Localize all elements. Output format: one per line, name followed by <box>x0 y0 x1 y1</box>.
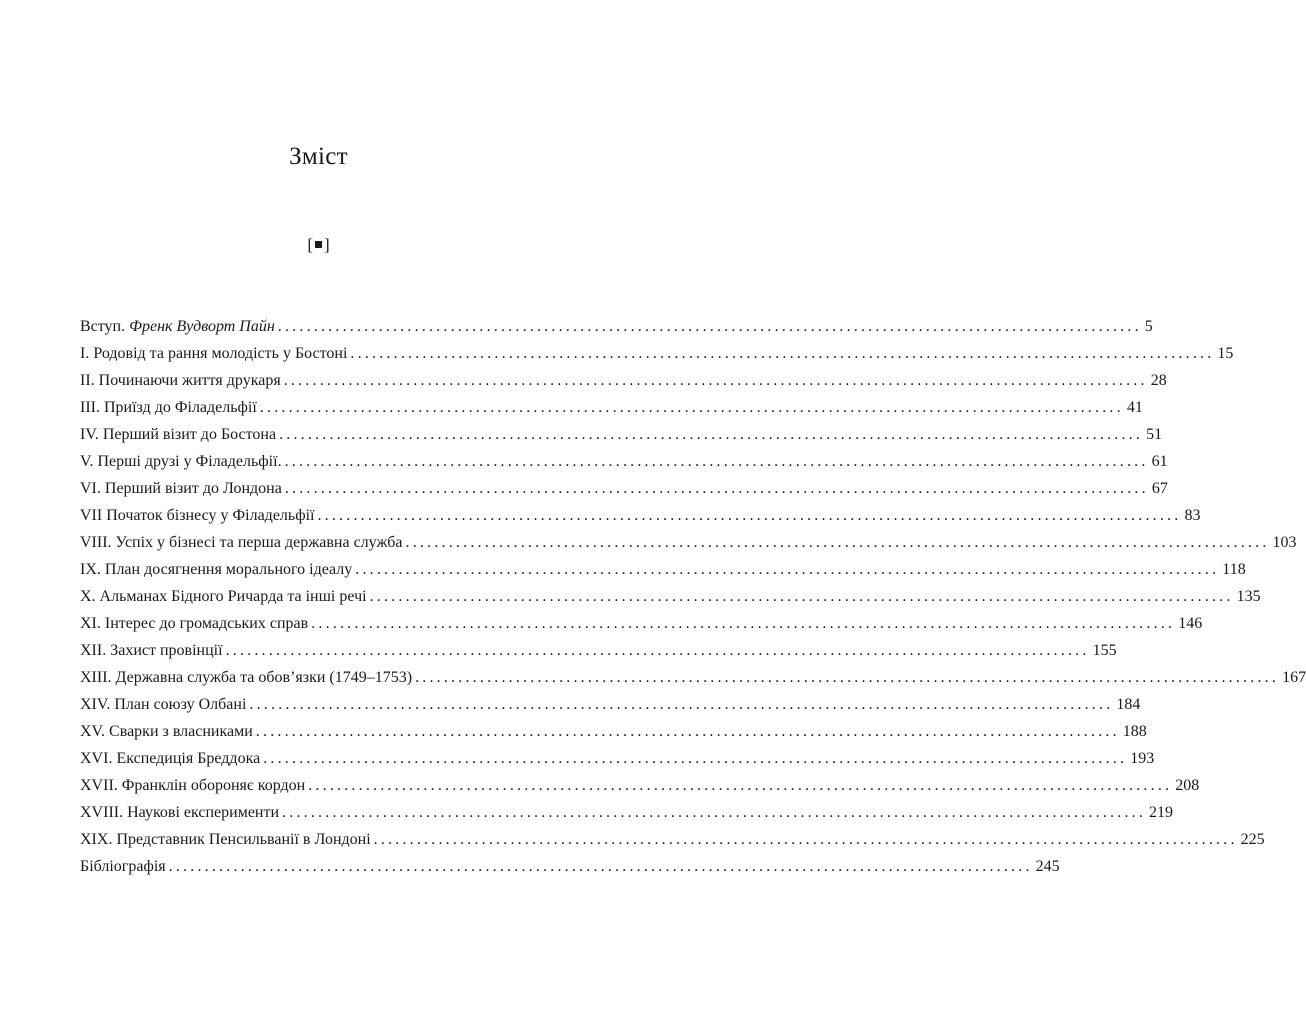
toc-entry-page: 83 <box>1184 507 1201 524</box>
toc-entry-prefix: Вступ. <box>80 318 126 335</box>
toc-entry <box>80 745 1155 772</box>
toc-entry-page: 5 <box>1144 318 1153 335</box>
toc-entry-label: XII. Захист провінції <box>80 642 223 659</box>
ornament-right-bracket: ] <box>324 235 330 254</box>
toc-entry-author: Френк Вудворт Пайн <box>129 318 275 335</box>
toc-entry-page: 67 <box>1151 480 1168 497</box>
dot-leader: ........................................................................................................................ <box>308 777 1173 794</box>
toc-entry-page: 208 <box>1175 777 1200 794</box>
toc-entry-label: I. Родовід та рання молодість у Бостоні <box>80 345 348 362</box>
toc-entry <box>80 637 1117 664</box>
dot-leader: ........................................................................................................................ <box>284 453 1149 470</box>
dot-leader: ........................................................................................................................ <box>277 318 1142 335</box>
toc-entry-label: X. Альманах Бідного Ричарда та інші речі <box>80 588 367 605</box>
ornament-left-bracket: [ <box>307 235 313 254</box>
toc-entry-page: 167 <box>1282 669 1306 686</box>
toc-entry-label: XVIII. Наукові експерименти <box>80 804 280 821</box>
toc-entry-page: 135 <box>1236 588 1261 605</box>
dot-leader: ........................................................................................................................ <box>263 750 1128 767</box>
toc-entry-label: XIV. План союзу Олбані <box>80 696 247 713</box>
dot-leader: ........................................................................................................................ <box>311 615 1176 632</box>
dot-leader: ........................................................................................................................ <box>283 372 1148 389</box>
toc-entry <box>80 340 1234 367</box>
toc-entry <box>80 610 1203 637</box>
toc-entry-page: 103 <box>1272 534 1297 551</box>
toc-entry <box>80 691 1141 718</box>
toc-entry-page: 146 <box>1178 615 1203 632</box>
dot-leader: ........................................................................................................................ <box>279 426 1144 443</box>
toc-entry <box>80 367 1167 394</box>
toc-entry-label: XI. Інтерес до громадських справ <box>80 615 309 632</box>
dot-leader: ........................................................................................................................ <box>168 858 1033 875</box>
dot-leader: ........................................................................................................................ <box>255 723 1120 740</box>
toc-entry-page: 118 <box>1222 561 1246 578</box>
ornament <box>0 235 637 255</box>
toc-entry-label: III. Приїзд до Філадельфії <box>80 399 257 416</box>
toc-entry-page: 184 <box>1116 696 1141 713</box>
toc-entry-label <box>80 313 275 340</box>
toc-entry-page: 41 <box>1126 399 1143 416</box>
dot-leader: ........................................................................................................................ <box>284 480 1149 497</box>
toc-entry <box>80 799 1174 826</box>
toc-entry-label: VI. Перший візит до Лондона <box>80 480 282 497</box>
toc-entry <box>80 853 1060 880</box>
toc-entry-label: VIII. Успіх у бізнесі та перша державна служба <box>80 534 403 551</box>
dot-leader: ........................................................................................................................ <box>415 669 1280 686</box>
toc-entry-page: 61 <box>1151 453 1168 470</box>
toc-entry-label: XIX. Представник Пенсильванії в Лондоні <box>80 831 371 848</box>
toc-entry-page: 155 <box>1092 642 1117 659</box>
toc-entry-label: XVII. Франклін обороняє кордон <box>80 777 306 794</box>
toc-entry <box>80 664 1306 691</box>
toc-entry <box>80 313 1153 340</box>
toc-entry-label: XV. Сварки з власниками <box>80 723 253 740</box>
dot-leader: ........................................................................................................................ <box>282 804 1147 821</box>
dot-leader: ........................................................................................................................ <box>317 507 1182 524</box>
toc-entry-page: 219 <box>1149 804 1174 821</box>
toc-entry <box>80 718 1147 745</box>
dot-leader: ........................................................................................................................ <box>369 588 1234 605</box>
toc-entry <box>80 529 1297 556</box>
table-of-contents <box>80 313 1306 880</box>
toc-entry-page: 188 <box>1122 723 1147 740</box>
toc-entry <box>80 421 1163 448</box>
toc-entry-label: IV. Перший візит до Бостона <box>80 426 277 443</box>
page-title: Зміст <box>289 143 348 170</box>
toc-entry-page: 245 <box>1035 858 1060 875</box>
dot-leader: ........................................................................................................................ <box>355 561 1220 578</box>
toc-entry-page: 28 <box>1150 372 1167 389</box>
toc-entry <box>80 826 1265 853</box>
toc-entry <box>80 502 1201 529</box>
dot-leader: ........................................................................................................................ <box>373 831 1238 848</box>
toc-entry-label: IX. План досягнення морального ідеалу <box>80 561 353 578</box>
dot-leader: ........................................................................................................................ <box>350 345 1215 362</box>
toc-entry <box>80 475 1168 502</box>
dot-leader: ........................................................................................................................ <box>225 642 1090 659</box>
toc-entry <box>80 772 1200 799</box>
dot-leader: ........................................................................................................................ <box>405 534 1270 551</box>
toc-entry-label: XIII. Державна служба та обов’язки (1749–1753) <box>80 669 413 686</box>
toc-entry-page: 15 <box>1217 345 1234 362</box>
toc-entry <box>80 556 1246 583</box>
square-ornament-icon <box>315 241 322 248</box>
toc-entry-page: 193 <box>1130 750 1155 767</box>
toc-entry-page: 225 <box>1240 831 1265 848</box>
toc-entry-page: 51 <box>1146 426 1163 443</box>
toc-entry-label: XVI. Експедиція Бреддока <box>80 750 261 767</box>
toc-entry <box>80 583 1261 610</box>
toc-entry <box>80 394 1143 421</box>
toc-entry-label: II. Починаючи життя друкаря <box>80 372 281 389</box>
dot-leader: ........................................................................................................................ <box>249 696 1114 713</box>
toc-entry-label: V. Перші друзі у Філадельфії. <box>80 453 282 470</box>
dot-leader: ........................................................................................................................ <box>259 399 1124 416</box>
toc-entry-label: Бібліографія <box>80 858 166 875</box>
toc-entry <box>80 448 1168 475</box>
toc-entry-label: VII Початок бізнесу у Філадельфії <box>80 507 315 524</box>
